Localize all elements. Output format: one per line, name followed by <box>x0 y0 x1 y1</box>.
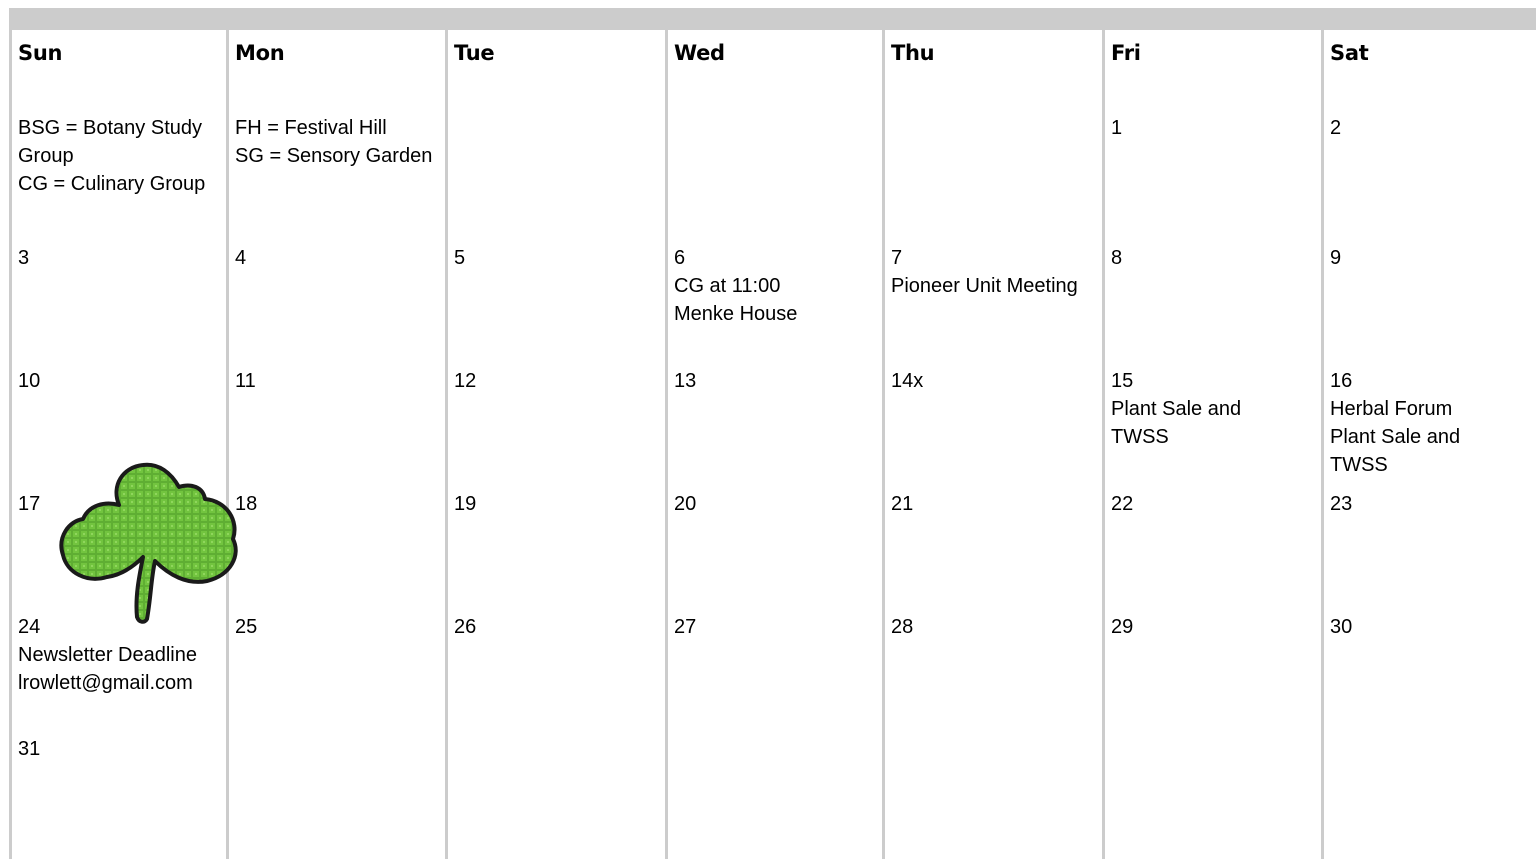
day-cell-empty <box>882 726 1102 859</box>
legend-sg: SG = Sensory Garden <box>235 145 433 167</box>
day-number: 12 <box>454 370 477 392</box>
day-number: 5 <box>454 247 466 269</box>
day-number: 9 <box>1330 247 1342 269</box>
day-cell <box>1321 604 1536 726</box>
day-number: 26 <box>454 616 477 638</box>
day-cell-empty <box>445 105 665 235</box>
day-number: 17 <box>18 493 41 515</box>
event-text: Menke House <box>674 303 798 325</box>
day-cell <box>9 726 226 859</box>
day-cell-legend <box>9 105 226 235</box>
day-cell-empty <box>1102 726 1321 859</box>
shamrock-icon <box>55 457 243 627</box>
day-cell <box>665 358 882 481</box>
day-number: 10 <box>18 370 41 392</box>
day-cell-empty <box>226 726 445 859</box>
day-cell-empty <box>445 726 665 859</box>
event-text: CG at 11:00 <box>674 275 781 297</box>
day-cell <box>1321 235 1536 358</box>
day-cell <box>1102 105 1321 235</box>
day-number: 31 <box>18 738 41 760</box>
day-cell <box>882 604 1102 726</box>
event-text: Newsletter Deadline <box>18 644 197 666</box>
event-text: Plant Sale and TWSS <box>1330 426 1461 476</box>
day-number: 2 <box>1330 117 1342 139</box>
day-cell <box>1321 358 1536 481</box>
weekday-header-tue: Tue <box>445 30 665 105</box>
event-text: Plant Sale and TWSS <box>1111 398 1242 448</box>
day-number: 4 <box>235 247 247 269</box>
day-cell <box>665 481 882 604</box>
event-text: Herbal Forum <box>1330 398 1453 420</box>
day-cell <box>1102 481 1321 604</box>
day-cell-empty <box>882 105 1102 235</box>
day-cell <box>1321 481 1536 604</box>
day-cell-empty <box>665 726 882 859</box>
weekday-header-mon: Mon <box>226 30 445 105</box>
day-cell <box>445 235 665 358</box>
day-number: 15 <box>1111 370 1134 392</box>
day-number: 22 <box>1111 493 1134 515</box>
day-number: 3 <box>18 247 30 269</box>
weekday-header-wed: Wed <box>665 30 882 105</box>
day-number: 19 <box>454 493 477 515</box>
legend-cg: CG = Culinary Group <box>18 173 206 195</box>
day-cell <box>226 604 445 726</box>
day-number: 28 <box>891 616 914 638</box>
day-cell-legend <box>226 105 445 235</box>
day-cell <box>445 481 665 604</box>
day-cell <box>665 235 882 358</box>
day-cell <box>882 358 1102 481</box>
day-cell <box>1102 604 1321 726</box>
day-number: 20 <box>674 493 697 515</box>
day-number: 25 <box>235 616 258 638</box>
day-number: 16 <box>1330 370 1353 392</box>
month-calendar <box>9 30 1536 859</box>
day-cell <box>445 604 665 726</box>
day-number: 6 <box>674 247 686 269</box>
day-cell <box>1102 358 1321 481</box>
day-number: 23 <box>1330 493 1353 515</box>
day-number: 30 <box>1330 616 1353 638</box>
event-text: Pioneer Unit Meeting <box>891 275 1078 297</box>
email-link[interactable]: lrowlett@gmail.com <box>18 672 193 694</box>
weekday-header-sun: Sun <box>9 30 226 105</box>
day-number: 11 <box>235 370 256 392</box>
day-cell <box>226 358 445 481</box>
day-cell-empty <box>1321 726 1536 859</box>
day-number: 18 <box>235 493 258 515</box>
day-cell <box>1102 235 1321 358</box>
day-cell <box>9 235 226 358</box>
day-number: 24 <box>18 616 41 638</box>
header-bar <box>9 8 1536 30</box>
day-number: 21 <box>891 493 914 515</box>
day-number: 27 <box>674 616 697 638</box>
day-cell <box>1321 105 1536 235</box>
day-number: 13 <box>674 370 697 392</box>
day-cell <box>226 235 445 358</box>
day-number: 29 <box>1111 616 1134 638</box>
day-number: 1 <box>1111 117 1123 139</box>
day-number: 8 <box>1111 247 1123 269</box>
day-number: 14x <box>891 370 924 392</box>
day-cell-empty <box>665 105 882 235</box>
day-cell <box>882 235 1102 358</box>
day-cell <box>882 481 1102 604</box>
weekday-header-thu: Thu <box>882 30 1102 105</box>
legend-fh: FH = Festival Hill <box>235 117 387 139</box>
day-cell <box>445 358 665 481</box>
weekday-header-fri: Fri <box>1102 30 1321 105</box>
weekday-header-sat: Sat <box>1321 30 1536 105</box>
day-cell <box>226 481 445 604</box>
day-cell <box>665 604 882 726</box>
legend-bsg: BSG = Botany Study Group <box>18 117 202 167</box>
day-number: 7 <box>891 247 903 269</box>
